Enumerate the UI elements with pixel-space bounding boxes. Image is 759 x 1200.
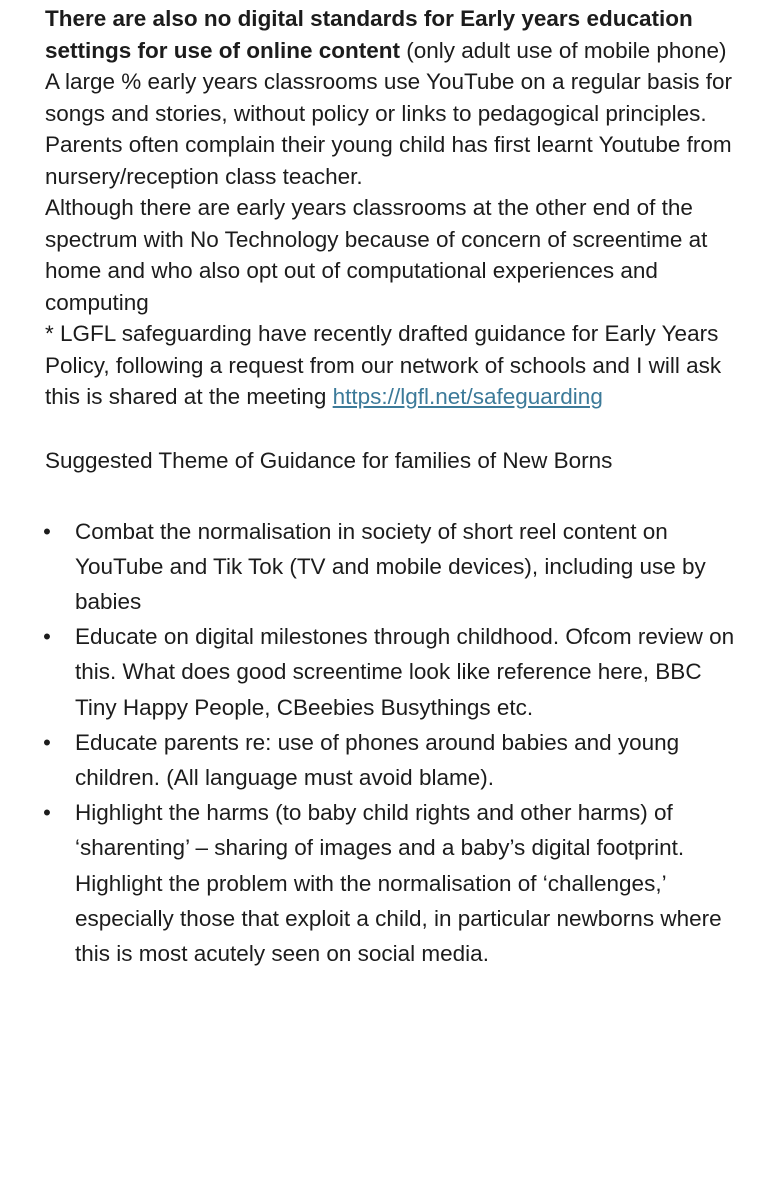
list-item <box>45 725 735 795</box>
intro-heading-suffix: (only adult use of mobile phone) <box>400 37 727 63</box>
list-item <box>45 795 735 971</box>
paragraph-youtube-usage: A large % early years classrooms use YouTube on a regular basis for songs and stories, without policy or links to pedagogical principles. <box>45 69 733 126</box>
list-item <box>45 514 735 620</box>
guidance-list <box>45 514 735 972</box>
bullet-icon: • <box>43 624 51 650</box>
intro-bold-heading: There are also no digital standards for Early years education settings for use of online content <box>45 6 693 63</box>
list-item-text: Combat the normalisation in society of short reel content on YouTube and Tik Tok (TV and mobile devices), including use by babies <box>75 518 706 614</box>
document-body <box>45 3 735 971</box>
list-item-text: Highlight the harms (to baby child rights and other harms) of ‘sharenting’ – sharing of images and a baby’s digital footprint. <box>75 800 685 861</box>
theme-heading: Suggested Theme of Guidance for families of New Borns <box>45 447 613 473</box>
intro-paragraph <box>45 3 735 66</box>
paragraph-lgfl-safeguarding <box>45 318 735 413</box>
bullet-icon: • <box>43 800 51 826</box>
paragraph-no-technology: Although there are early years classrooms at the other end of the spectrum with No Technology because of concern of screentime at home and who also opt out of computational experiences and computing <box>45 195 708 315</box>
paragraph-parents-complain: Parents often complain their young child has first learnt Youtube from nursery/reception class teacher. <box>45 132 732 189</box>
list-item-text: Educate parents re: use of phones around babies and young children. (All language must avoid blame). <box>75 729 680 790</box>
list-item <box>45 619 735 725</box>
list-item-extra-text: Highlight the problem with the normalisation of ‘challenges,’ especially those that exploit a child, in particular newborns where this is most acutely seen on social media. <box>75 870 722 966</box>
lgfl-text: * LGFL safeguarding have recently drafted guidance for Early Years Policy, following a request from our network of schools and I will ask this is shared at the meeting <box>45 321 722 409</box>
bullet-icon: • <box>43 729 51 755</box>
list-item-text: Educate on digital milestones through childhood. Ofcom review on this. What does good screentime look like reference here, BBC Tiny Happy People, CBeebies Busythings etc. <box>75 624 735 720</box>
safeguarding-link[interactable]: https://lgfl.net/safeguarding <box>332 384 603 409</box>
bullet-icon: • <box>43 518 51 544</box>
